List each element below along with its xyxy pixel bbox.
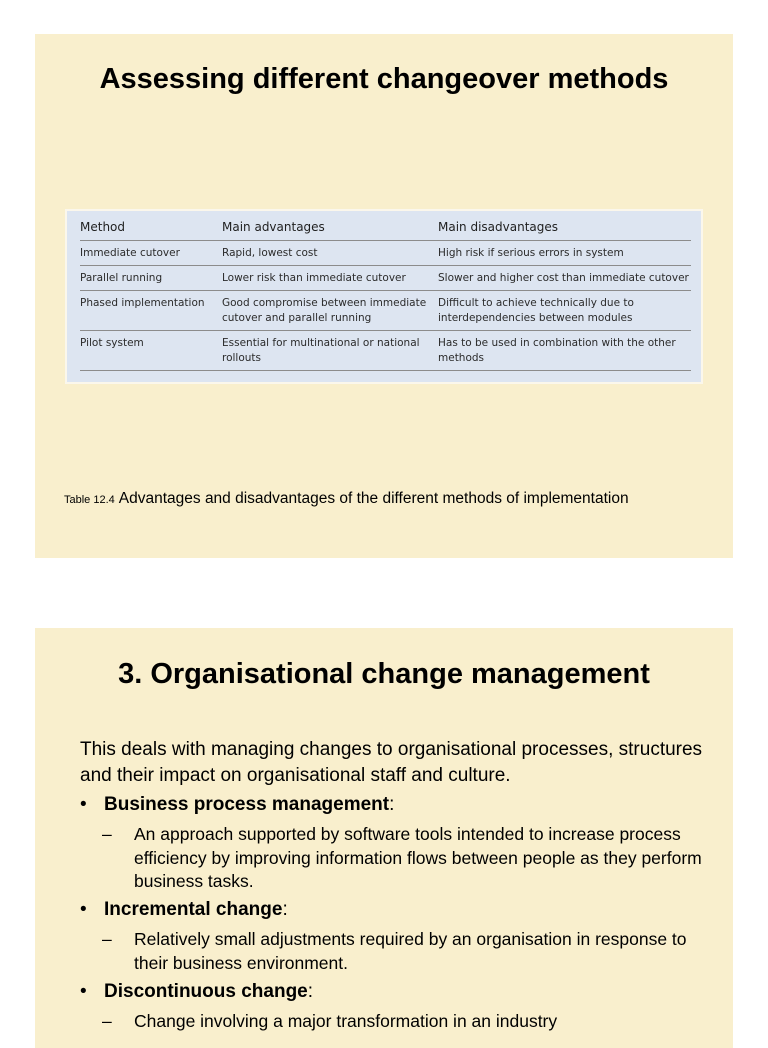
bullet-dot: • (80, 899, 87, 920)
table-divider (80, 240, 691, 241)
slide-title: Assessing different changeover methods (99, 63, 669, 95)
cell-method: Immediate cutover (80, 247, 180, 259)
bullet-term: Business process management (104, 794, 390, 815)
cell-disadvantage: Difficult to achieve technically due to interdependencies between modules (438, 297, 634, 324)
sub-dash: – (102, 1011, 112, 1031)
table-divider (80, 265, 691, 266)
caption-number: Table 12.4 (64, 494, 115, 506)
sub-text: Relatively small adjustments required by an organisation in response to their business environment. (134, 929, 687, 973)
caption-text: Advantages and disadvantages of the different methods of implementation (118, 490, 629, 507)
slide-title: 3. Organisational change management (118, 658, 650, 690)
changeover-table (65, 209, 703, 384)
slide-change-management (35, 628, 733, 1048)
header-advantages: Main advantages (222, 220, 325, 234)
bullet-colon: : (307, 981, 314, 1002)
table-divider (80, 330, 691, 331)
cell-method: Parallel running (80, 272, 163, 284)
slide-changeover-methods (35, 34, 733, 558)
cell-advantage: Essential for multinational or national rollouts (222, 337, 420, 364)
intro-paragraph: This deals with managing changes to organisational processes, structures and their impact on organisational staff and culture. (80, 739, 703, 786)
bullet-term: Incremental change (104, 899, 283, 920)
cell-advantage: Rapid, lowest cost (222, 247, 318, 259)
table-divider (80, 370, 691, 371)
sub-dash: – (102, 824, 112, 844)
table-caption (64, 490, 629, 508)
bullet-term: Discontinuous change (104, 981, 308, 1002)
header-method: Method (80, 220, 126, 234)
table-divider (80, 290, 691, 291)
cell-advantage: Lower risk than immediate cutover (222, 272, 406, 284)
bullet-colon: : (389, 794, 395, 815)
cell-advantage: Good compromise between immediate cutover and parallel running (222, 297, 427, 324)
bullet-colon: : (282, 899, 288, 920)
cell-method: Pilot system (80, 337, 144, 349)
sub-dash: – (102, 929, 112, 949)
cell-disadvantage: Has to be used in combination with the other methods (438, 337, 676, 364)
cell-disadvantage: Slower and higher cost than immediate cutover (438, 272, 689, 284)
sub-text: An approach supported by software tools intended to increase process efficiency by improving information flows between people as they perform business tasks. (134, 824, 702, 891)
bullet-dot: • (80, 981, 87, 1002)
cell-method: Phased implementation (80, 297, 205, 309)
header-disadvantages: Main disadvantages (438, 220, 559, 234)
cell-disadvantage: High risk if serious errors in system (438, 247, 624, 259)
bullet-dot: • (80, 794, 87, 815)
sub-text: Change involving a major transformation in an industry (134, 1011, 558, 1031)
